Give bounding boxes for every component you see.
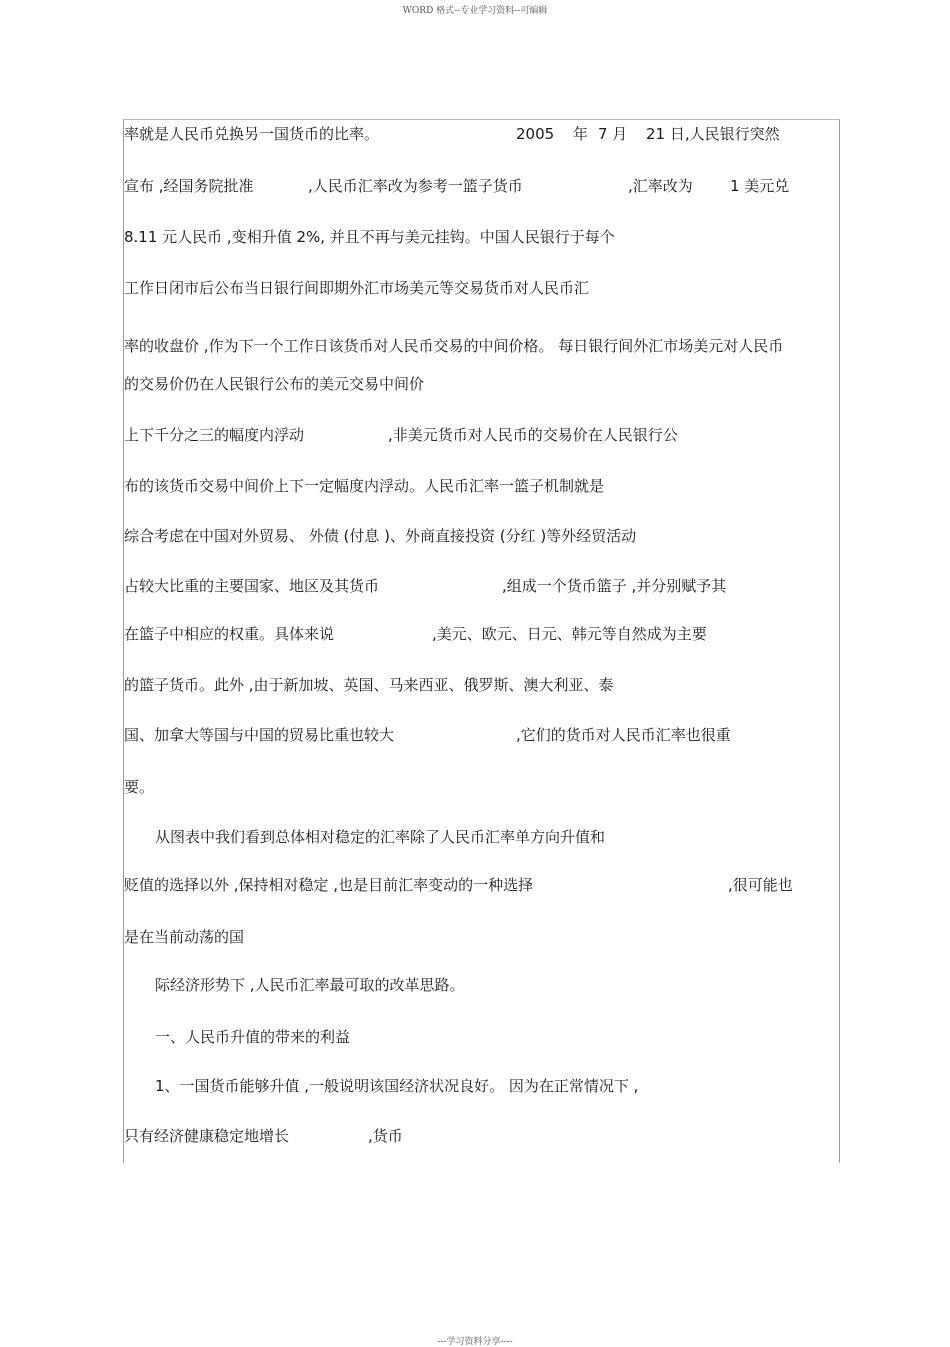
text-segment: 1、一国货币能够升值 ,一般说明该国经济状况良好。 因为在正常情况下 ,	[155, 1077, 639, 1095]
text-segment: ,非美元货币对人民币的交易价在人民银行公	[388, 426, 678, 444]
text-segment: ,组成一个货币篮子 ,并分别赋予其	[502, 577, 727, 595]
text-segment: ,货币	[368, 1127, 403, 1145]
text-segment: 7 月	[598, 125, 628, 143]
text-segment: 贬值的选择以外 ,保持相对稳定 ,也是目前汇率变动的一种选择	[124, 876, 534, 894]
text-segment: 占较大比重的主要国家、地区及其货币	[124, 577, 380, 595]
text-segment: 际经济形势下 ,人民币汇率最可取的改革思路。	[155, 976, 465, 994]
text-segment: 年	[573, 125, 589, 143]
text-segment: 1 美元兑	[730, 177, 790, 195]
text-segment: 一、人民币升值的带来的利益	[155, 1028, 351, 1046]
text-segment: 的篮子货币。此外 ,由于新加坡、英国、马来西亚、俄罗斯、澳大利亚、泰	[124, 676, 614, 694]
text-segment: ,美元、欧元、日元、韩元等自然成为主要	[432, 625, 707, 643]
text-segment: ,它们的货币对人民币汇率也很重	[516, 726, 731, 744]
text-segment: ,很可能也	[728, 876, 793, 894]
text-segment: 国、加拿大等国与中国的贸易比重也较大	[124, 726, 395, 744]
text-segment: 布的该货币交易中间价上下一定幅度内浮动。人民币汇率一篮子机制就是	[124, 477, 605, 495]
text-segment: 从图表中我们看到总体相对稳定的汇率除了人民币汇率单方向升值和	[155, 828, 606, 846]
text-segment: 只有经济健康稳定地增长	[124, 1127, 290, 1145]
page-header: WORD 格式--专业学习资料--可编辑	[402, 6, 548, 16]
text-segment: 率就是人民币兑换另一国货币的比率。	[124, 125, 380, 143]
text-segment: 2005	[516, 125, 555, 143]
text-segment: 要。	[124, 778, 155, 796]
text-segment: 工作日闭市后公布当日银行间即期外汇市场美元等交易货币对人民币汇	[124, 279, 590, 297]
page-footer: ---学习资料分享----	[437, 1337, 513, 1347]
text-segment: 上下千分之三的幅度内浮动	[124, 426, 305, 444]
text-segment: 8.11 元人民币 ,变相升值 2%, 并且不再与美元挂钩。中国人民银行于每个	[124, 228, 615, 246]
text-segment: 宣布 ,经国务院批准	[124, 177, 254, 195]
text-segment: 的交易价仍在人民银行公布的美元交易中间价	[124, 375, 425, 393]
text-segment: ,人民币汇率改为参考一篮子货币	[308, 177, 523, 195]
text-segment: 是在当前动荡的国	[124, 928, 245, 946]
text-segment: 率的收盘价 ,作为下一个工作日该货币对人民币交易的中间价格。 每日银行间外汇市场美元对人民币	[124, 337, 784, 355]
text-segment: 21 日,人民银行突然	[646, 125, 780, 143]
text-segment: ,汇率改为	[628, 177, 693, 195]
text-segment: 在篮子中相应的权重。具体来说	[124, 625, 335, 643]
text-segment: 综合考虑在中国对外贸易、 外债 (付息 )、外商直接投资 (分红 )等外经贸活动	[124, 527, 637, 545]
